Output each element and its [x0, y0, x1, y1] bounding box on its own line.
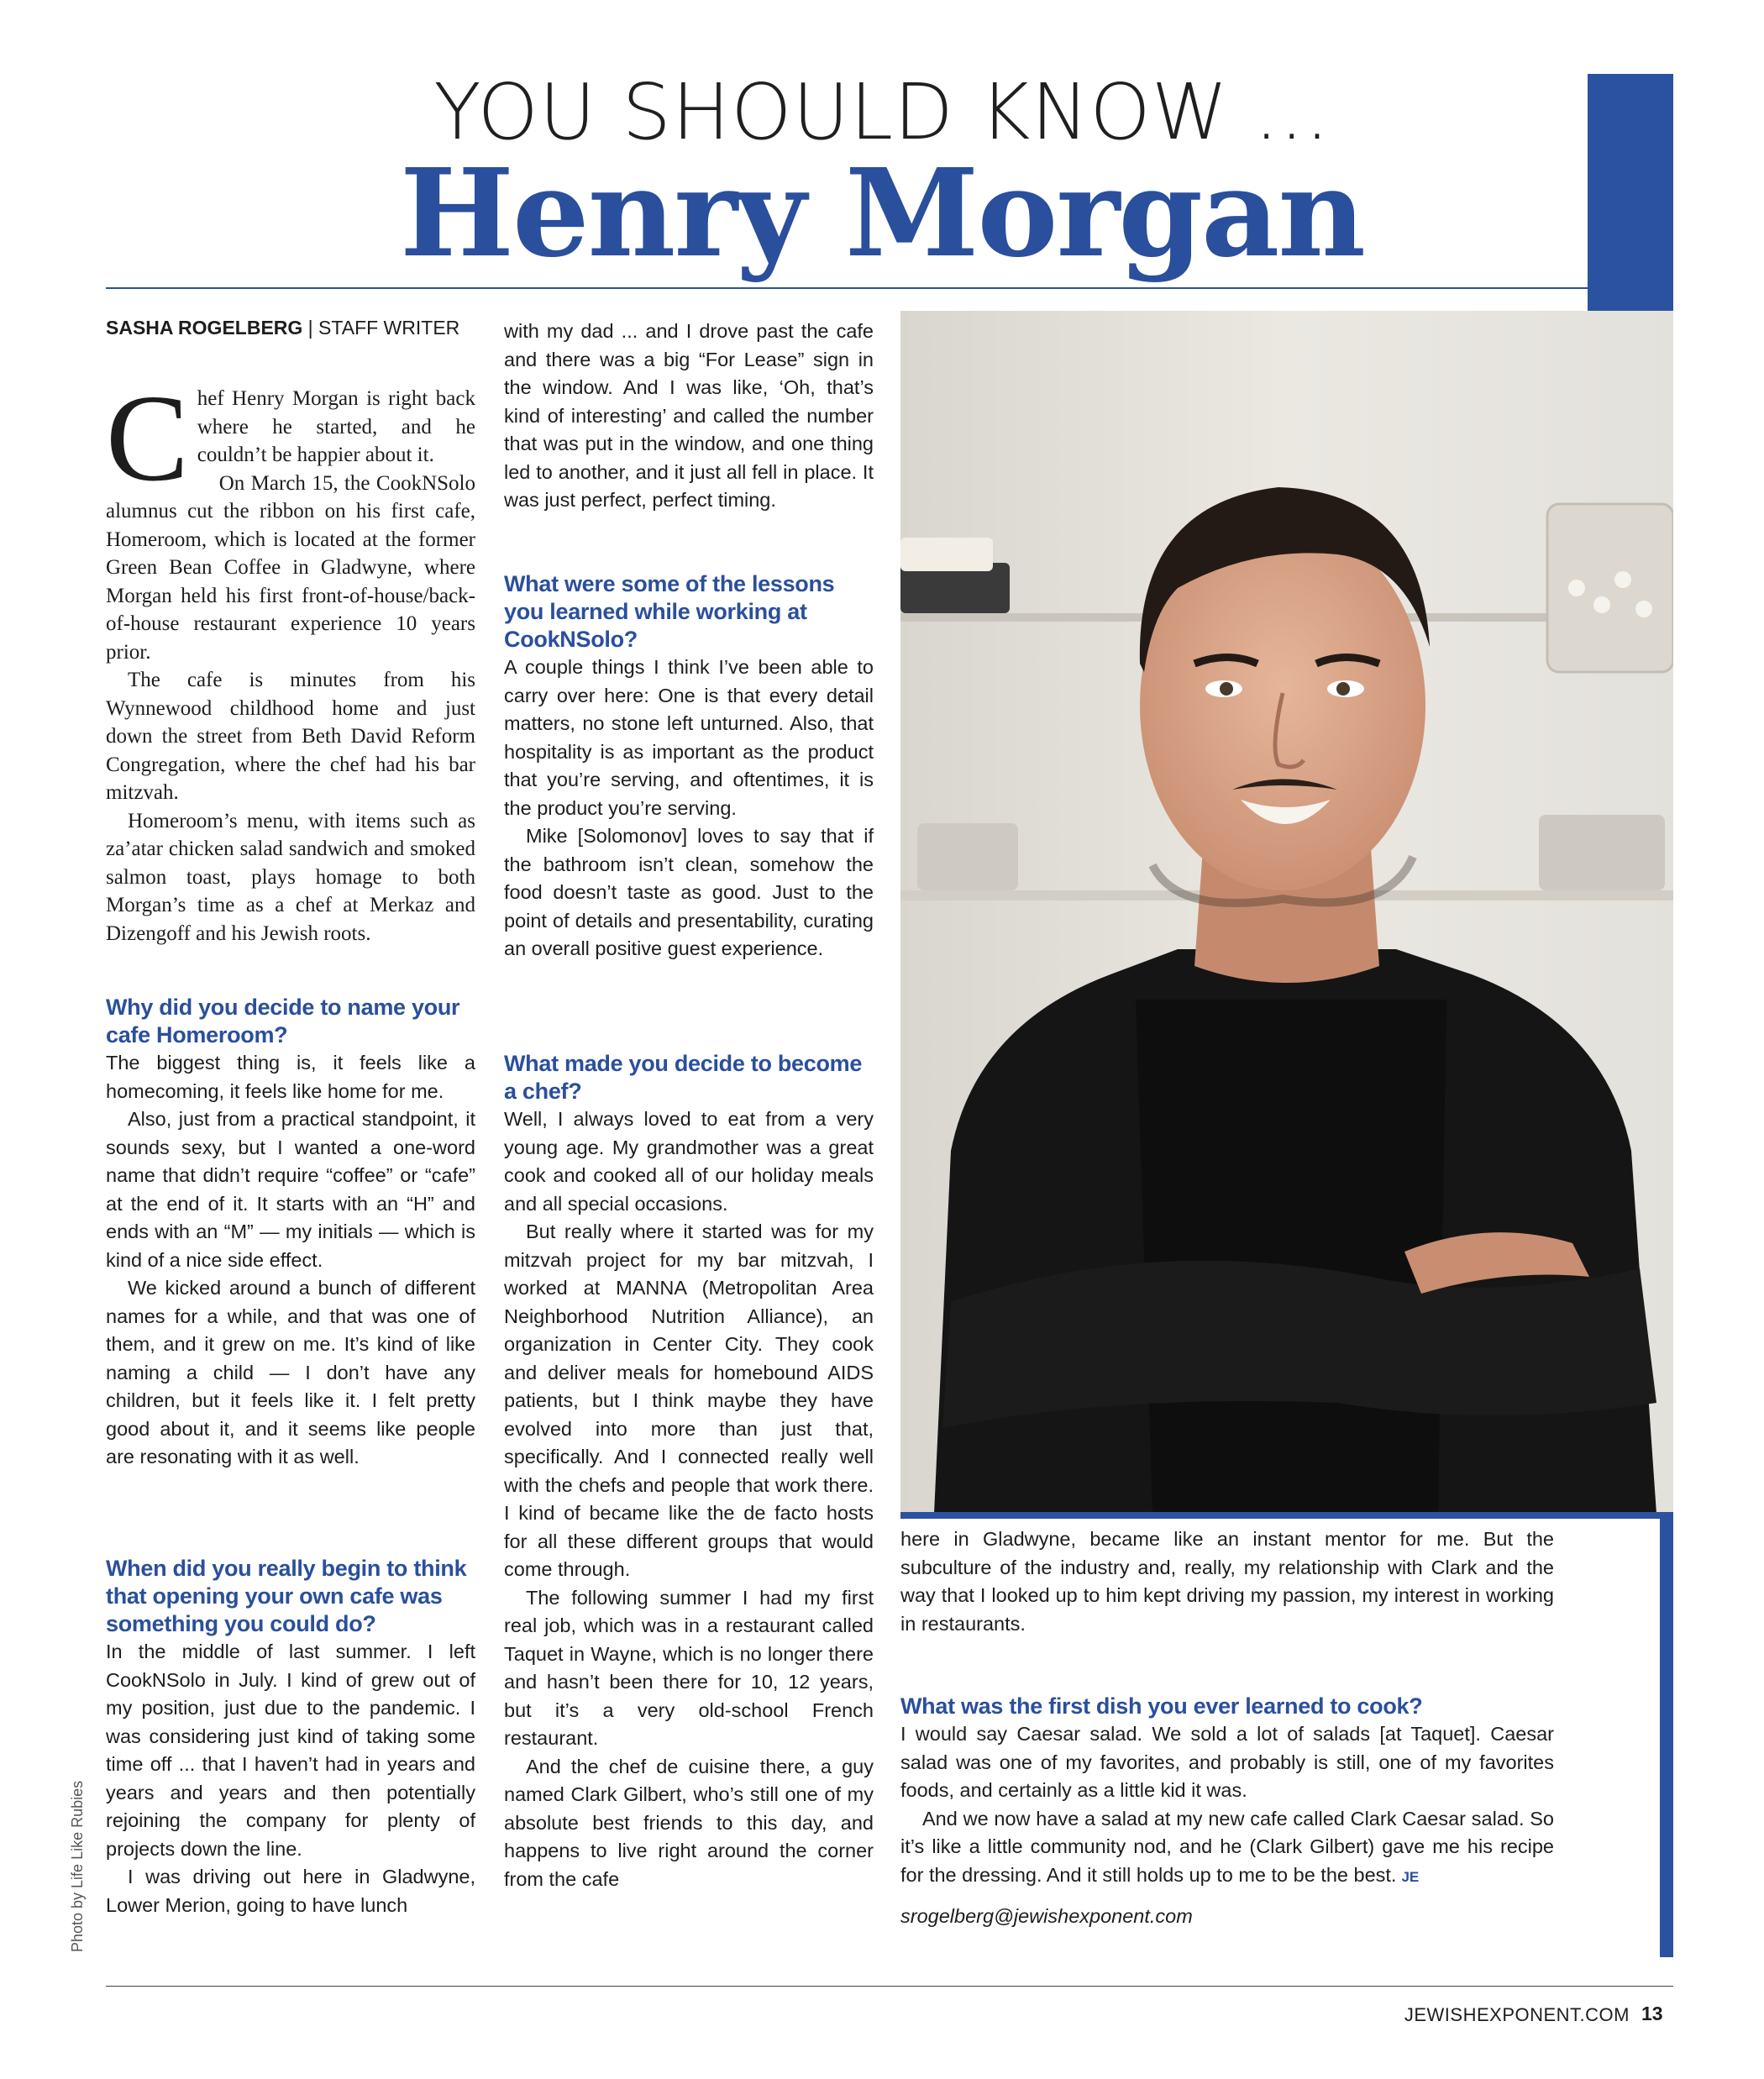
answer-paragraph: And we now have a salad at my new cafe called Clark Caesar salad. So it’s like a little community nod, and he (Clark Gilbert) gave me his recipe for the dressing. And it still holds up to me to be the best. JE: [900, 1807, 1554, 1886]
dropcap: C: [106, 370, 189, 507]
portrait-illustration: [900, 311, 1673, 1514]
question-heading: Why did you decide to name your cafe Homeroom?: [106, 995, 460, 1047]
footer-rule: [106, 1986, 1673, 1987]
byline-role: STAFF WRITER: [318, 317, 460, 339]
intro-paragraph-2: On March 15, the CookNSolo alumnus cut the ribbon on his first cafe, Homeroom, which is located at the former Green Bean Coffee in Gladwyne, where Morgan held his first front-of-house/back-of-house restaurant experience 10 years prior.: [106, 471, 475, 664]
q2-continued: [504, 318, 874, 515]
q2-block: [106, 1555, 475, 1919]
footer-site: JEWISHEXPONENT.COM: [1404, 2004, 1630, 2025]
page-number: 13: [1641, 2003, 1663, 2024]
photo-accent-border: [900, 1512, 1673, 1519]
answer-paragraph: here in Gladwyne, became like an instant mentor for me. But the subculture of the industry and, really, my relationship with Clark and the way that I looked up to him kept driving my passion, my interest in working in restaurants.: [900, 1528, 1554, 1635]
answer-paragraph: I would say Caesar salad. We sold a lot of salads [at Taquet]. Caesar salad was one of my favorites, and probably is still, one of my favorites foods, and certainly as a little kid it was.: [900, 1723, 1554, 1801]
intro-paragraph-3: The cafe is minutes from his Wynnewood childhood home and just down the street from Beth David Reform Congregation, where the chef had his bar mitzvah.: [106, 669, 475, 804]
byline-separator: |: [302, 317, 319, 339]
question-heading: What was the first dish you ever learned to cook?: [900, 1693, 1423, 1719]
accent-bar-bottom: [1660, 1519, 1673, 1957]
answer-paragraph: with my dad ... and I drove past the cafe and there was a big “For Lease” sign in the window. And I was like, ‘Oh, that’s kind of interesting’ and called the number that was put in the window, and one thing led to another, and it just all fell in place. It was just perfect, perfect timing.: [504, 320, 874, 511]
answer-paragraph: Mike [Solomonov] loves to say that if the bathroom isn’t clean, somehow the food doesn’t taste as good. Just to the point of details and presentability, curating an overall positive guest experience.: [504, 825, 874, 959]
q1-block: [106, 994, 475, 1472]
header-rule: [106, 287, 1588, 289]
q4-block: [504, 1050, 874, 1893]
chef-portrait-photo: [900, 311, 1673, 1514]
answer-paragraph: But really where it started was for my mitzvah project for my bar mitzvah, I worked at MANNA (Metropolitan Area Neighborhood Nutrition Alliance), an organization in Center City. They cook and deliver meals for homebound AIDS patients, but I think maybe they have evolved into more than just that, specifically. And I connected really well with the chefs and people that work there. I kind of became like the de facto hosts for all these different groups that would come through.: [504, 1221, 874, 1580]
end-mark: JE: [1401, 1868, 1420, 1885]
intro-paragraph-4: Homeroom’s menu, with items such as za’atar chicken salad sandwich and smoked salmon toast, plays homage to both Morgan’s time as a chef at Merkaz and Dizengoff and his Jewish roots.: [106, 809, 475, 945]
kicker: YOU SHOULD KNOW ...: [433, 67, 1331, 157]
answer-paragraph: Well, I always loved to eat from a very young age. My grandmother was a great cook and cooked all of our holiday meals and all special occasions.: [504, 1108, 874, 1215]
answer-paragraph: A couple things I think I’ve been able to carry over here: One is that every detail matters, no stone left unturned. Also, that hospitality is as important as the product that you’re serving, and oftentimes, it is the product you’re serving.: [504, 656, 874, 819]
question-heading: What made you decide to become a chef?: [504, 1051, 863, 1104]
question-heading: What were some of the lessons you learned while working at CookNSolo?: [504, 571, 835, 652]
answer-paragraph: I was driving out here in Gladwyne, Lower Merion, going to have lunch: [106, 1866, 475, 1916]
answer-paragraph: Also, just from a practical standpoint, it sounds sexy, but I wanted a one-word name that didn’t require “coffee” or “cafe” at the end of it. It starts with an “H” and ends with an “M” — my initials — which is kind of a nice side effect.: [106, 1108, 475, 1271]
question-heading: When did you really begin to think that opening your own cafe was something you could do?: [106, 1556, 467, 1636]
headline: Henry Morgan: [399, 142, 1365, 284]
answer-paragraph: In the middle of last summer. I left CookNSolo in July. I kind of grew out of my position, just due to the pandemic. I was considering just kind of taking some time off ... that I haven’t had in years and years and years and then potentially rejoining the company for plenty of projects down the line.: [106, 1641, 475, 1860]
q4-continued: [900, 1525, 1554, 1638]
answer-paragraph: The following summer I had my first real job, which was in a restaurant called Taquet in Wayne, which is no longer there and hasn’t been there for 10, 12 years, but it’s a very old-school French restaurant.: [504, 1586, 874, 1749]
answer-paragraph: We kicked around a bunch of different names for a while, and that was one of them, and it grew on me. It’s kind of like naming a child — I don’t have any children, but it feels like it. I felt pretty good about it, and it seems like people are resonating with it as well.: [106, 1277, 475, 1467]
author-email[interactable]: srogelberg@jewishexponent.com: [900, 1905, 1193, 1927]
byline-author: SASHA ROGELBERG: [106, 317, 303, 339]
byline: [106, 317, 459, 339]
answer-paragraph: The biggest thing is, it feels like a homecoming, it feels like home for me.: [106, 1052, 475, 1102]
intro-paragraph-1: Chef Henry Morgan is right back where he started, and he couldn’t be happier about it.: [106, 370, 475, 507]
accent-bar-top: [1588, 74, 1673, 314]
intro-column: [106, 370, 475, 948]
photo-credit: Photo by Life Like Rubies: [69, 1780, 86, 1952]
q3-block: [504, 570, 874, 963]
q5-block: [900, 1693, 1554, 1931]
answer-paragraph: And the chef de cuisine there, a guy named Clark Gilbert, who’s still one of my absolute best friends to this day, and happens to live right around the corner from the cafe: [504, 1755, 874, 1890]
